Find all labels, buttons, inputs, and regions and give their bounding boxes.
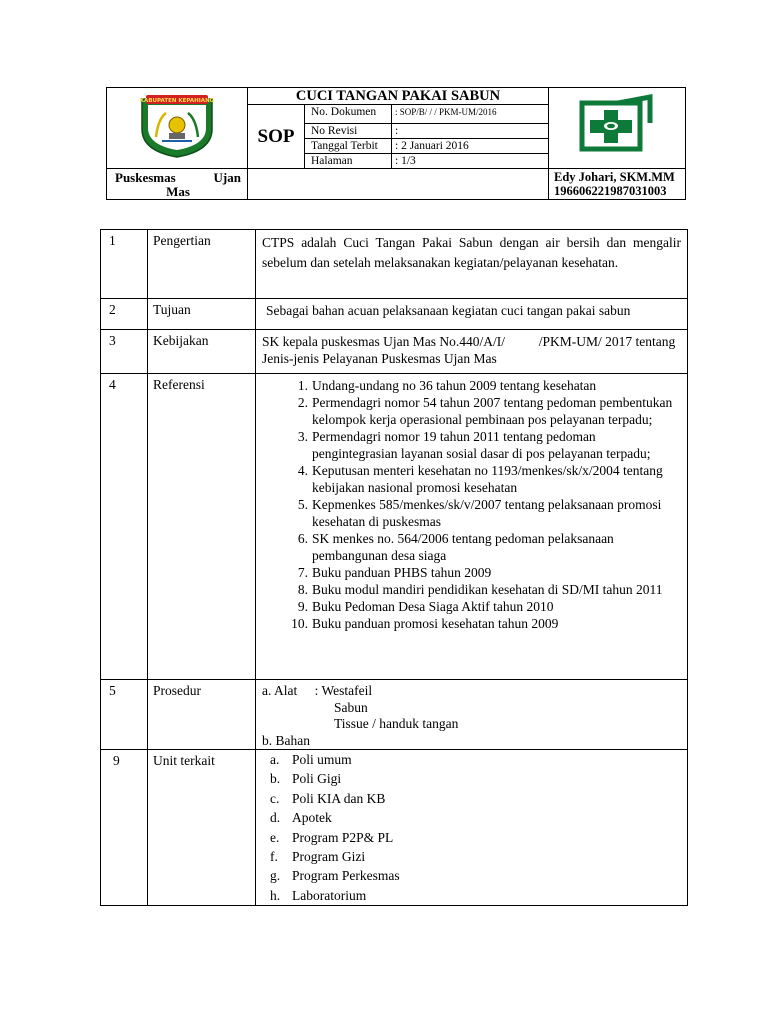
- list-item: g. Program Perkesmas: [270, 868, 400, 884]
- list-item: 4. Keputusan menteri kesehatan no 1193/menkes/sk/x/2004 tentang kebijakan nasional promosi kesehatan: [297, 463, 663, 495]
- list-item: a. Poli umum: [270, 752, 352, 767]
- meta-key-tanggal-terbit: Tanggal Terbit: [305, 139, 392, 154]
- meta-value-halaman: : 1/3: [392, 154, 549, 169]
- list-item: c. Poli KIA dan KB: [270, 790, 386, 806]
- meta-value-no-revisi: :: [392, 124, 549, 139]
- row-label: Prosedur: [148, 680, 256, 750]
- list-item: 3. Permendagri nomor 19 tahun 2011 tentang pedoman pengintegrasian layanan sosial dasar di pos pelayanan terpadu;: [297, 429, 651, 461]
- row-pengertian: [101, 230, 688, 299]
- regency-logo-cell: [107, 88, 248, 169]
- sop-label: SOP: [248, 105, 305, 169]
- alat-label: a. Alat: [262, 683, 298, 698]
- row-referensi: [101, 374, 688, 680]
- unit-terkait-content: [256, 750, 688, 906]
- row-label: Referensi: [148, 374, 256, 680]
- signer-nip: 196606221987031003: [554, 184, 667, 198]
- alat-item: : Westafeil: [314, 683, 373, 698]
- row-number: 9: [101, 750, 148, 906]
- kepahiang-regency-logo: [136, 93, 218, 159]
- list-item: 1. Undang-undang no 36 tahun 2009 tentang kesehatan: [297, 378, 597, 393]
- sop-content-table: [100, 229, 688, 906]
- row-number: 1: [101, 230, 148, 299]
- row-number: 2: [101, 299, 148, 330]
- puskesmas-health-logo: [576, 93, 658, 159]
- reference-list: [262, 377, 675, 632]
- meta-key-no-revisi: No Revisi: [305, 124, 392, 139]
- list-item: e. Program P2P& PL: [270, 829, 394, 845]
- meta-value-no-dokumen: : SOP/B/ / / PKM-UM/2016: [392, 105, 549, 124]
- tujuan-text: Sebagai bahan acuan pelaksanaan kegiatan cuci tangan pakai sabun: [256, 299, 688, 330]
- puskesmas-name: [107, 169, 248, 200]
- list-item: d. Apotek: [270, 810, 332, 826]
- pengertian-text: CTPS adalah Cuci Tangan Pakai Sabun dengan air bersih dan mengalir sebelum dan setelah melaksanakan kegiatan/pelayanan kesehatan.: [256, 230, 688, 299]
- signer-name: Edy Johari, SKM.MM: [554, 170, 675, 184]
- row-label: Tujuan: [148, 299, 256, 330]
- row-prosedur: [101, 680, 688, 750]
- health-logo-cell: [549, 88, 686, 169]
- list-item: 10. Buku panduan promosi kesehatan tahun 2009: [291, 616, 559, 631]
- list-item: 6. SK menkes no. 564/2006 tentang pedoman pelaksanaan pembangunan desa siaga: [297, 531, 614, 563]
- row-label: Kebijakan: [148, 330, 256, 374]
- row-label: Unit terkait: [148, 750, 256, 906]
- bahan-label: b. Bahan: [262, 732, 310, 748]
- meta-key-halaman: Halaman: [305, 154, 392, 169]
- puskesmas-name-part1: Puskesmas: [115, 170, 176, 185]
- puskesmas-name-part2: Ujan: [213, 170, 241, 185]
- list-item: h. Laboratorium: [270, 887, 367, 903]
- alat-item: Tissue / handuk tangan: [334, 716, 459, 731]
- sop-header: [106, 87, 686, 200]
- list-item: 8. Buku modul mandiri pendidikan kesehatan di SD/MI tahun 2011: [297, 582, 663, 597]
- row-number: 5: [101, 680, 148, 750]
- prosedur-content: [256, 680, 688, 750]
- empty-center-cell: [248, 169, 549, 200]
- list-item: 2. Permendagri nomor 54 tahun 2007 tentang pedoman pembentukan kelompok kerja operasional pembinaan pos pelayanan terpadu;: [297, 395, 673, 427]
- row-label: Pengertian: [148, 230, 256, 299]
- svg-text:KABUPATEN KEPAHIANG: KABUPATEN KEPAHIANG: [139, 97, 215, 104]
- alat-line: [262, 683, 681, 700]
- list-item: 5. Kepmenkes 585/menkes/sk/v/2007 tentang pelaksanaan promosi kesehatan di puskesmas: [297, 497, 662, 529]
- kebijakan-text: SK kepala puskesmas Ujan Mas No.440/A/I/ /PKM-UM/ 2017 tentang Jenis-jenis Pelayanan Puskesmas Ujan Mas: [256, 330, 688, 374]
- row-number: 3: [101, 330, 148, 374]
- puskesmas-name-part3: Mas: [166, 184, 190, 199]
- referensi-content: [256, 374, 688, 680]
- row-number: 4: [101, 374, 148, 680]
- list-item: 9. Buku Pedoman Desa Siaga Aktif tahun 2010: [297, 599, 554, 614]
- list-item: b. Poli Gigi: [270, 771, 342, 787]
- alat-item: Sabun: [334, 699, 368, 715]
- list-item: 7. Buku panduan PHBS tahun 2009: [297, 565, 492, 580]
- row-unit-terkait: [101, 750, 688, 906]
- meta-key-no-dokumen: No. Dokumen: [305, 105, 392, 124]
- list-item: f. Program Gizi: [270, 849, 366, 865]
- meta-value-tanggal-terbit: : 2 Januari 2016: [392, 139, 549, 154]
- signer-block: [549, 169, 686, 200]
- unit-list: [262, 750, 681, 905]
- document-title: CUCI TANGAN PAKAI SABUN: [248, 88, 549, 105]
- row-tujuan: [101, 299, 688, 330]
- row-kebijakan: [101, 330, 688, 374]
